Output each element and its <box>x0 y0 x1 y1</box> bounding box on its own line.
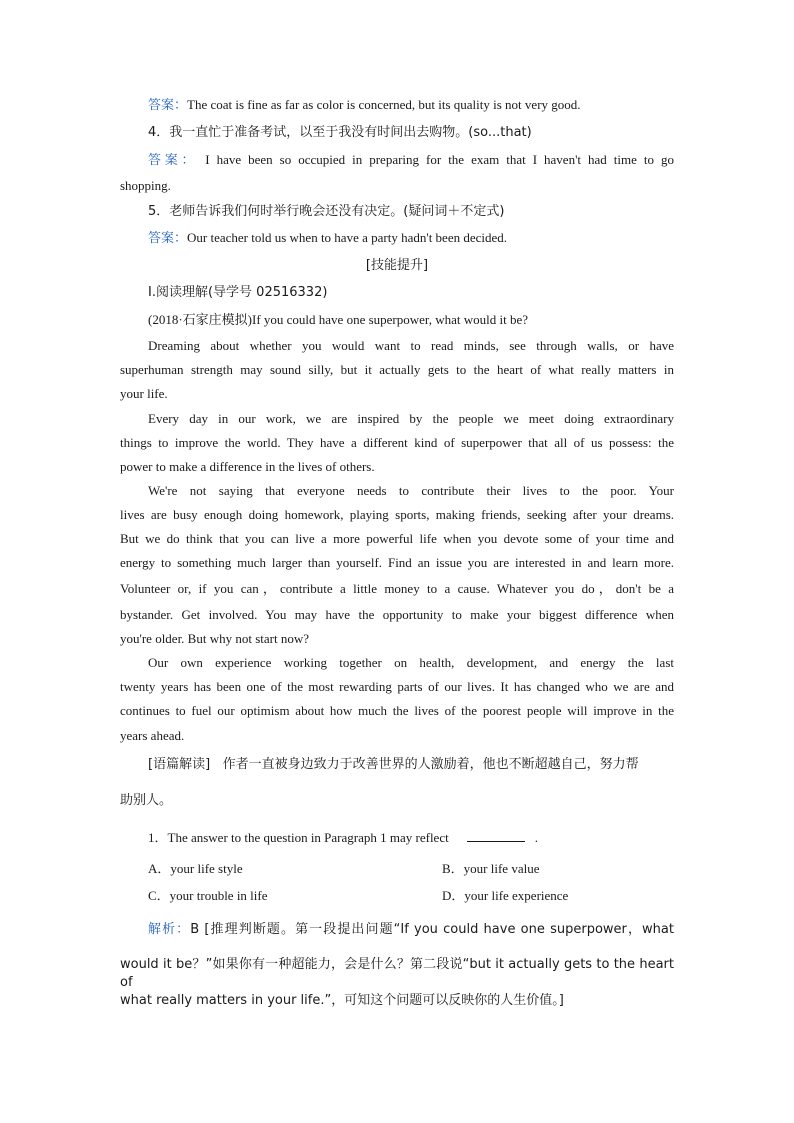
answer-4-line1: 答案： I have been so occupied in preparing for the exam that I haven't had time to go <box>148 152 674 168</box>
solution-line2: would it be？”如果你有一种超能力，会是什么？第二段说“but it actually gets to the heart of <box>120 957 674 990</box>
passage-p2-line: things to improve the world. They have a different kind of superpower that all of us possess: the <box>120 435 674 450</box>
passage-p4-line: years ahead. <box>120 728 185 743</box>
option-a: A．your life style <box>148 861 243 876</box>
answer-4-line2: shopping. <box>120 178 171 193</box>
passage-p2-line: Every day in our work, we are inspired by the people we meet doing extraordinary <box>148 411 674 426</box>
passage-source: (2018·石家庄模拟)If you could have one superpower, what would it be? <box>148 312 528 327</box>
passage-p3-line: We're not saying that everyone needs to contribute their lives to the poor. Your <box>148 483 674 498</box>
passage-p3-line: lives are busy enough doing homework, playing sports, making friends, seeking after your dreams. <box>120 507 674 522</box>
solution-line1: 解析：B [推理判断题。第一段提出问题“If you could have one superpower，what <box>148 922 674 937</box>
passage-p1-line: superhuman strength may sound silly, but it actually gets to the heart of what really matters in <box>120 362 674 377</box>
passage-analysis-cont: 助别人。 <box>120 793 173 808</box>
passage-p1-line: Dreaming about whether you would want to read minds, see through walls, or have <box>148 338 674 353</box>
answer-blank <box>467 829 525 842</box>
part-heading: Ⅰ.阅读理解(导学号 02516332) <box>148 285 328 300</box>
passage-p4-line: continues to fuel our optimism about how much the lives of the poorest people will improve in the <box>120 703 674 718</box>
passage-p3-line: energy to something much larger than yourself. Find an issue you are interested in and learn more. <box>120 555 674 570</box>
passage-p1-line: your life. <box>120 386 168 401</box>
option-d: D．your life experience <box>442 888 569 903</box>
answer-5: 答案：Our teacher told us when to have a party hadn't been decided. <box>148 230 508 246</box>
answer-3: 答案：The coat is fine as far as color is concerned, but its quality is not very good. <box>148 97 581 113</box>
passage-p3-line: you're older. But why not start now? <box>120 631 310 646</box>
passage-analysis: [语篇解读] 作者一直被身边致力于改善世界的人激励着，他也不断超越自己，努力帮 <box>148 757 639 772</box>
option-c: C．your trouble in life <box>148 888 268 903</box>
question-5: 5．老师告诉我们何时举行晚会还没有决定。(疑问词＋不定式) <box>148 204 505 219</box>
passage-p3-line: But we do think that you can live a more powerful life when you devote some of your time and <box>120 531 674 546</box>
passage-p3-line: Volunteer or, if you can，contribute a little money to a cause. Whatever you do，don't be a <box>120 581 674 596</box>
passage-p3-line: bystander. Get involved. You may have the opportunity to make your biggest difference when <box>120 607 674 622</box>
solution-line3: what really matters in your life.”，可知这个问题可以反映你的人生价值。] <box>120 993 564 1008</box>
passage-p4-line: Our own experience working together on health, development, and energy the last <box>148 655 674 670</box>
passage-p2-line: power to make a difference in the lives of others. <box>120 459 375 474</box>
passage-p4-line: twenty years has been one of the most rewarding parts of our lives. It has changed who we are and <box>120 679 674 694</box>
section-title: [技能提升] <box>365 258 429 273</box>
option-b: B．your life value <box>442 861 540 876</box>
question-1-stem: 1．The answer to the question in Paragraph 1 may reflect . <box>148 830 538 845</box>
question-4: 4．我一直忙于准备考试，以至于我没有时间出去购物。(so...that) <box>148 125 532 140</box>
